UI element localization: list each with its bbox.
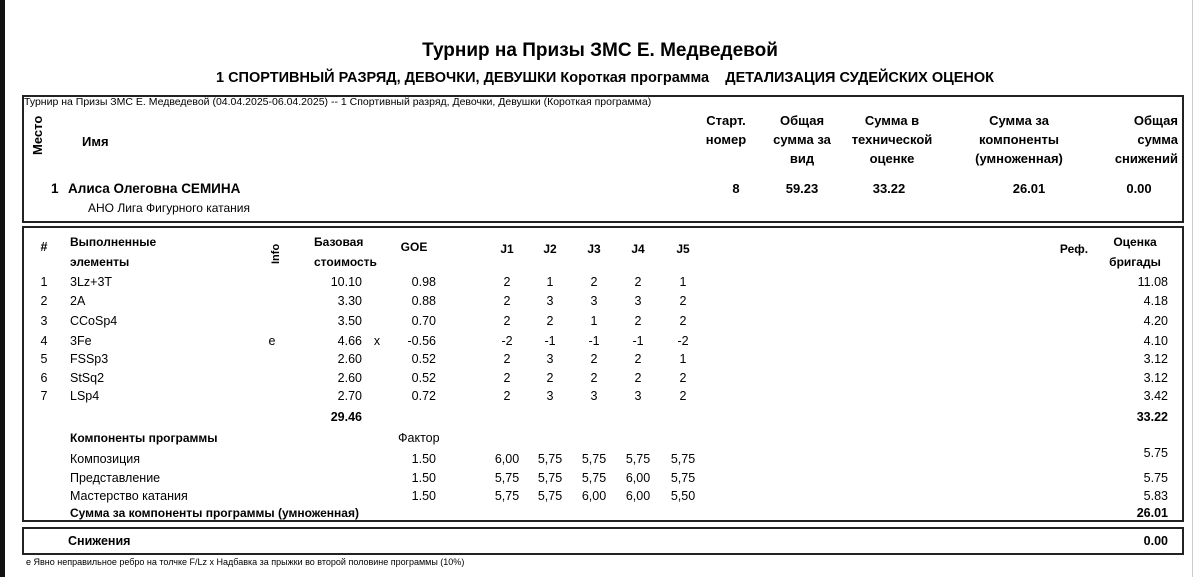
element-score: 11.08 (1137, 275, 1168, 289)
component-judge-score: 5,75 (581, 471, 607, 485)
judge-score: 3 (546, 389, 554, 403)
place-header: Место (30, 115, 45, 155)
start-header: Старт. номер (705, 113, 747, 147)
elem-header: Выполненные элементы (70, 235, 157, 269)
skater-ded: 0.00 (1126, 181, 1152, 196)
element-goe: 0.72 (411, 389, 436, 403)
judge-score: -1 (632, 334, 644, 348)
name-header: Имя (82, 134, 109, 149)
ref-header: Реф. (1059, 242, 1089, 256)
judge-score: 2 (634, 275, 642, 289)
element-name: CCoSp4 (70, 314, 118, 328)
component-judge-score: 6,00 (494, 452, 520, 466)
event-line: Турнир на Призы ЗМС Е. Медведевой (04.04.2025-06.04.2025) -- 1 Спортивный разряд, Девочки, Девушки (Короткая программа) (24, 96, 652, 108)
element-number: 6 (40, 371, 48, 385)
component-score: 5.75 (1143, 446, 1168, 460)
judge-score: -2 (501, 334, 513, 348)
component-judge-score: 6,00 (625, 489, 651, 503)
page-subtitle: 1 СПОРТИВНЫЙ РАЗРЯД, ДЕВОЧКИ, ДЕВУШКИ Короткая программа ДЕТАЛИЗАЦИЯ СУДЕЙСКИХ ОЦЕНОК (215, 70, 995, 86)
judge-header: J2 (543, 242, 557, 256)
judge-header: J3 (587, 242, 601, 256)
component-score: 5.83 (1143, 489, 1168, 503)
skater-pcs: 26.01 (1012, 181, 1046, 196)
judge-score: 2 (590, 371, 598, 385)
total-header: Общая сумма за вид (773, 113, 831, 166)
element-goe: 0.52 (411, 371, 436, 385)
judge-score: -2 (677, 334, 689, 348)
judge-score: 2 (679, 371, 687, 385)
element-goe: 0.52 (411, 352, 436, 366)
element-score: 4.18 (1143, 294, 1168, 308)
element-goe: 0.88 (411, 294, 436, 308)
component-judge-score: 5,75 (537, 471, 563, 485)
skater-total: 59.23 (785, 181, 819, 196)
judge-score: 2 (634, 371, 642, 385)
element-number: 1 (40, 275, 48, 289)
goe-header: GOE (400, 240, 428, 254)
component-judge-score: 5,75 (625, 452, 651, 466)
element-number: 2 (40, 294, 48, 308)
info-header: Info (270, 243, 282, 264)
num-header: # (40, 240, 48, 254)
skater-club: АНО Лига Фигурного катания (88, 201, 250, 215)
judge-score: 1 (546, 275, 554, 289)
element-score: 3.12 (1143, 352, 1168, 366)
judge-score: 3 (634, 294, 642, 308)
judge-score: 2 (503, 275, 511, 289)
score-header: Оценка бригады (1109, 235, 1161, 269)
judge-score: 2 (590, 275, 598, 289)
element-number: 3 (40, 314, 48, 328)
component-judge-score: 5,75 (537, 489, 563, 503)
base-total: 29.46 (330, 410, 362, 424)
judge-score: 2 (503, 314, 511, 328)
skater-name: Алиса Олеговна СЕМИНА (68, 181, 241, 196)
element-score: 4.10 (1143, 334, 1168, 348)
judge-score: 2 (634, 352, 642, 366)
judge-score: 2 (679, 314, 687, 328)
tes-header: Сумма в технической оценке (851, 113, 933, 166)
judge-score: 2 (679, 389, 687, 403)
element-number: 5 (40, 352, 48, 366)
component-judge-score: 5,50 (670, 489, 696, 503)
judge-score: 2 (634, 314, 642, 328)
element-base: 4.66 (337, 334, 362, 348)
component-judge-score: 5,75 (581, 452, 607, 466)
element-base: 3.30 (337, 294, 362, 308)
element-goe: -0.56 (407, 334, 436, 348)
component-score: 5.75 (1143, 471, 1168, 485)
element-base: 3.50 (337, 314, 362, 328)
judge-header: J1 (500, 242, 514, 256)
judge-score: 3 (590, 389, 598, 403)
component-name: Представление (70, 471, 161, 485)
element-name: 3Fe (70, 334, 92, 348)
deductions-value: 0.00 (1143, 534, 1168, 548)
judge-score: 3 (546, 352, 554, 366)
skater-place: 1 (51, 181, 59, 196)
judge-score: 3 (590, 294, 598, 308)
judge-score: 2 (503, 352, 511, 366)
judge-score: -1 (544, 334, 556, 348)
element-goe: 0.70 (411, 314, 436, 328)
component-judge-score: 6,00 (625, 471, 651, 485)
judge-score: 2 (503, 389, 511, 403)
components-sum-label: Сумма за компоненты программы (умноженная) (70, 506, 359, 520)
judge-score: 2 (546, 371, 554, 385)
skater-start: 8 (732, 181, 740, 196)
element-number: 4 (40, 334, 48, 348)
element-base: 10.10 (330, 275, 362, 289)
component-name: Мастерство катания (70, 489, 188, 503)
ded-header: Общая сумма снижений (1114, 113, 1178, 166)
element-name: FSSp3 (70, 352, 109, 366)
component-judge-score: 5,75 (494, 489, 520, 503)
element-number: 7 (40, 389, 48, 403)
deductions-label: Снижения (68, 534, 131, 548)
judge-score: -1 (588, 334, 600, 348)
judge-score: 2 (679, 294, 687, 308)
element-name: LSp4 (70, 389, 100, 403)
judge-score: 2 (503, 371, 511, 385)
element-info: e (268, 334, 276, 348)
element-base: 2.60 (337, 352, 362, 366)
components-header: Компоненты программы (70, 431, 218, 445)
component-judge-score: 5,75 (537, 452, 563, 466)
judge-score: 1 (679, 275, 687, 289)
judge-score: 3 (634, 389, 642, 403)
element-score: 4.20 (1143, 314, 1168, 328)
element-name: 3Lz+3T (70, 275, 113, 289)
judge-header: J4 (631, 242, 645, 256)
element-base: 2.70 (337, 389, 362, 403)
components-sum: 26.01 (1136, 506, 1168, 520)
component-judge-score: 5,75 (670, 471, 696, 485)
component-judge-score: 5,75 (494, 471, 520, 485)
page-title: Турнир на Призы ЗМС Е. Медведевой (422, 40, 778, 61)
component-factor: 1.50 (411, 489, 436, 503)
base-header: Базовая стоимость (314, 235, 377, 269)
judge-score: 2 (590, 352, 598, 366)
factor-header: Фактор (398, 431, 440, 445)
element-score: 3.12 (1143, 371, 1168, 385)
component-judge-score: 5,75 (670, 452, 696, 466)
skater-tes: 33.22 (872, 181, 906, 196)
judge-score: 2 (546, 314, 554, 328)
element-goe: 0.98 (411, 275, 436, 289)
element-score: 3.42 (1143, 389, 1168, 403)
pcs-header: Сумма за компоненты (умноженная) (975, 113, 1063, 166)
judge-score: 2 (503, 294, 511, 308)
element-bonus-marker: x (373, 334, 381, 348)
judge-score: 3 (546, 294, 554, 308)
judge-score: 1 (679, 352, 687, 366)
elements-total: 33.22 (1136, 410, 1168, 424)
elements-box (22, 226, 1184, 522)
element-name: 2A (70, 294, 86, 308)
component-judge-score: 6,00 (581, 489, 607, 503)
footnote: e Явно неправильное ребро на толчке F/Lz x Надбавка за прыжки во второй половине программы (10%) (26, 557, 465, 567)
component-name: Композиция (70, 452, 141, 466)
element-base: 2.60 (337, 371, 362, 385)
component-factor: 1.50 (411, 471, 436, 485)
component-factor: 1.50 (411, 452, 436, 466)
judge-score: 1 (590, 314, 598, 328)
judge-header: J5 (676, 242, 690, 256)
element-name: StSq2 (70, 371, 105, 385)
deductions-box (22, 527, 1184, 555)
